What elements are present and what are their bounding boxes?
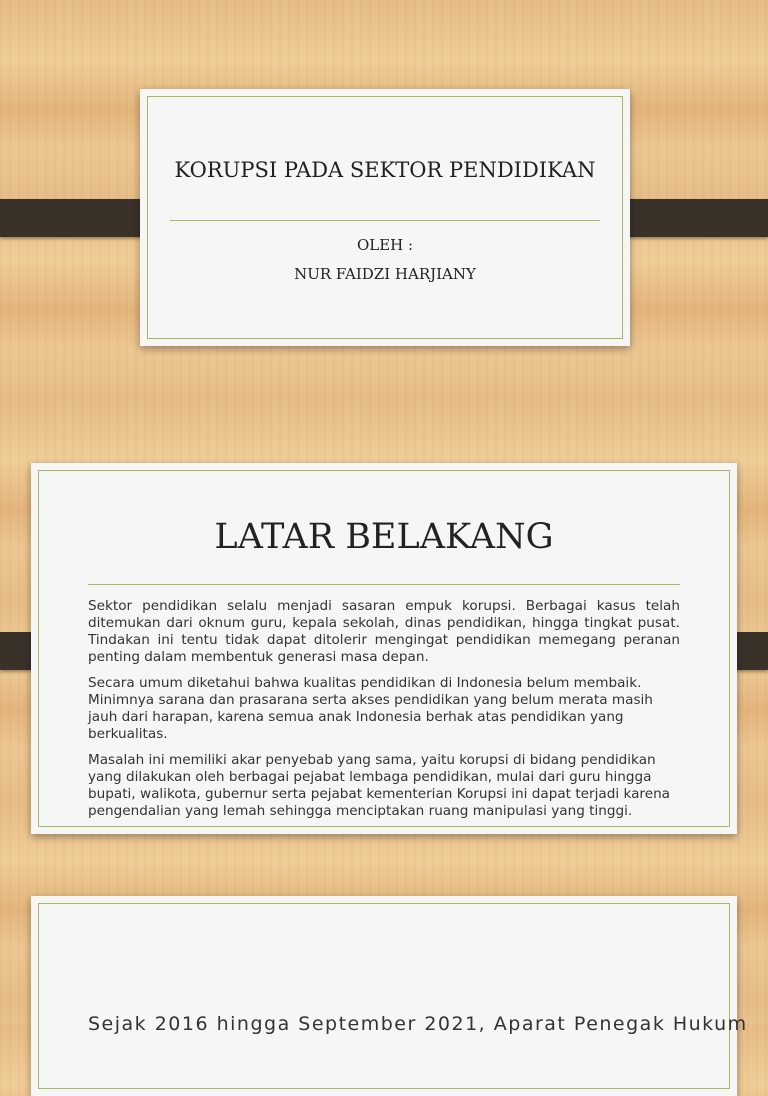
- slide-third: [31, 896, 748, 1096]
- slide-text: Sejak 2016 hingga September 2021, Aparat Penegak Hukum: [88, 1013, 748, 1035]
- slide-frame: [38, 903, 748, 1089]
- paragraph: Masalah ini memiliki akar penyebab yang sama, yaitu korupsi di bidang pendidikan yang dilakukan oleh berbagai pejabat lembaga pendidikan, mulai dari guru hingga bupati, walikota, gubernur serta pejabat kementerian Korupsi ini dapat terjadi karena pengendalian yang lemah sehingga menciptakan ruang manipulasi yang tinggi.: [88, 752, 671, 819]
- title-divider: [170, 220, 600, 221]
- slide-body: [88, 598, 680, 829]
- paragraph: Secara umum diketahui bahwa kualitas pendidikan di Indonesia belum membaik. Minimnya sarana dan prasarana serta akses pendidikan yang belum merata masih jauh dari harapan, karena semua anak Indonesia berhak atas pendidikan yang berkualitas.: [88, 675, 653, 742]
- heading-divider: [88, 584, 680, 585]
- decor-band-left-1: [0, 199, 155, 237]
- author-label: OLEH :: [356, 236, 414, 254]
- slide-title: [140, 89, 630, 346]
- decor-band-right-1: [613, 199, 768, 237]
- presentation-title: KORUPSI PADA SEKTOR PENDIDIKAN: [174, 158, 596, 182]
- slide-background: [31, 463, 737, 834]
- author-name: NUR FAIDZI HARJIANY: [294, 265, 476, 283]
- slide-frame: [147, 96, 623, 339]
- slide-heading: LATAR BELAKANG: [214, 517, 554, 557]
- paragraph: Sektor pendidikan selalu menjadi sasaran empuk korupsi. Berbagai kasus telah ditemukan dari oknum guru, kepala sekolah, dinas pendidikan, hingga tingkat pusat. Tindakan ini tentu tidak dapat ditolerir mengingat pendidikan memegang peranan penting dalam membentuk generasi masa depan.: [88, 598, 680, 665]
